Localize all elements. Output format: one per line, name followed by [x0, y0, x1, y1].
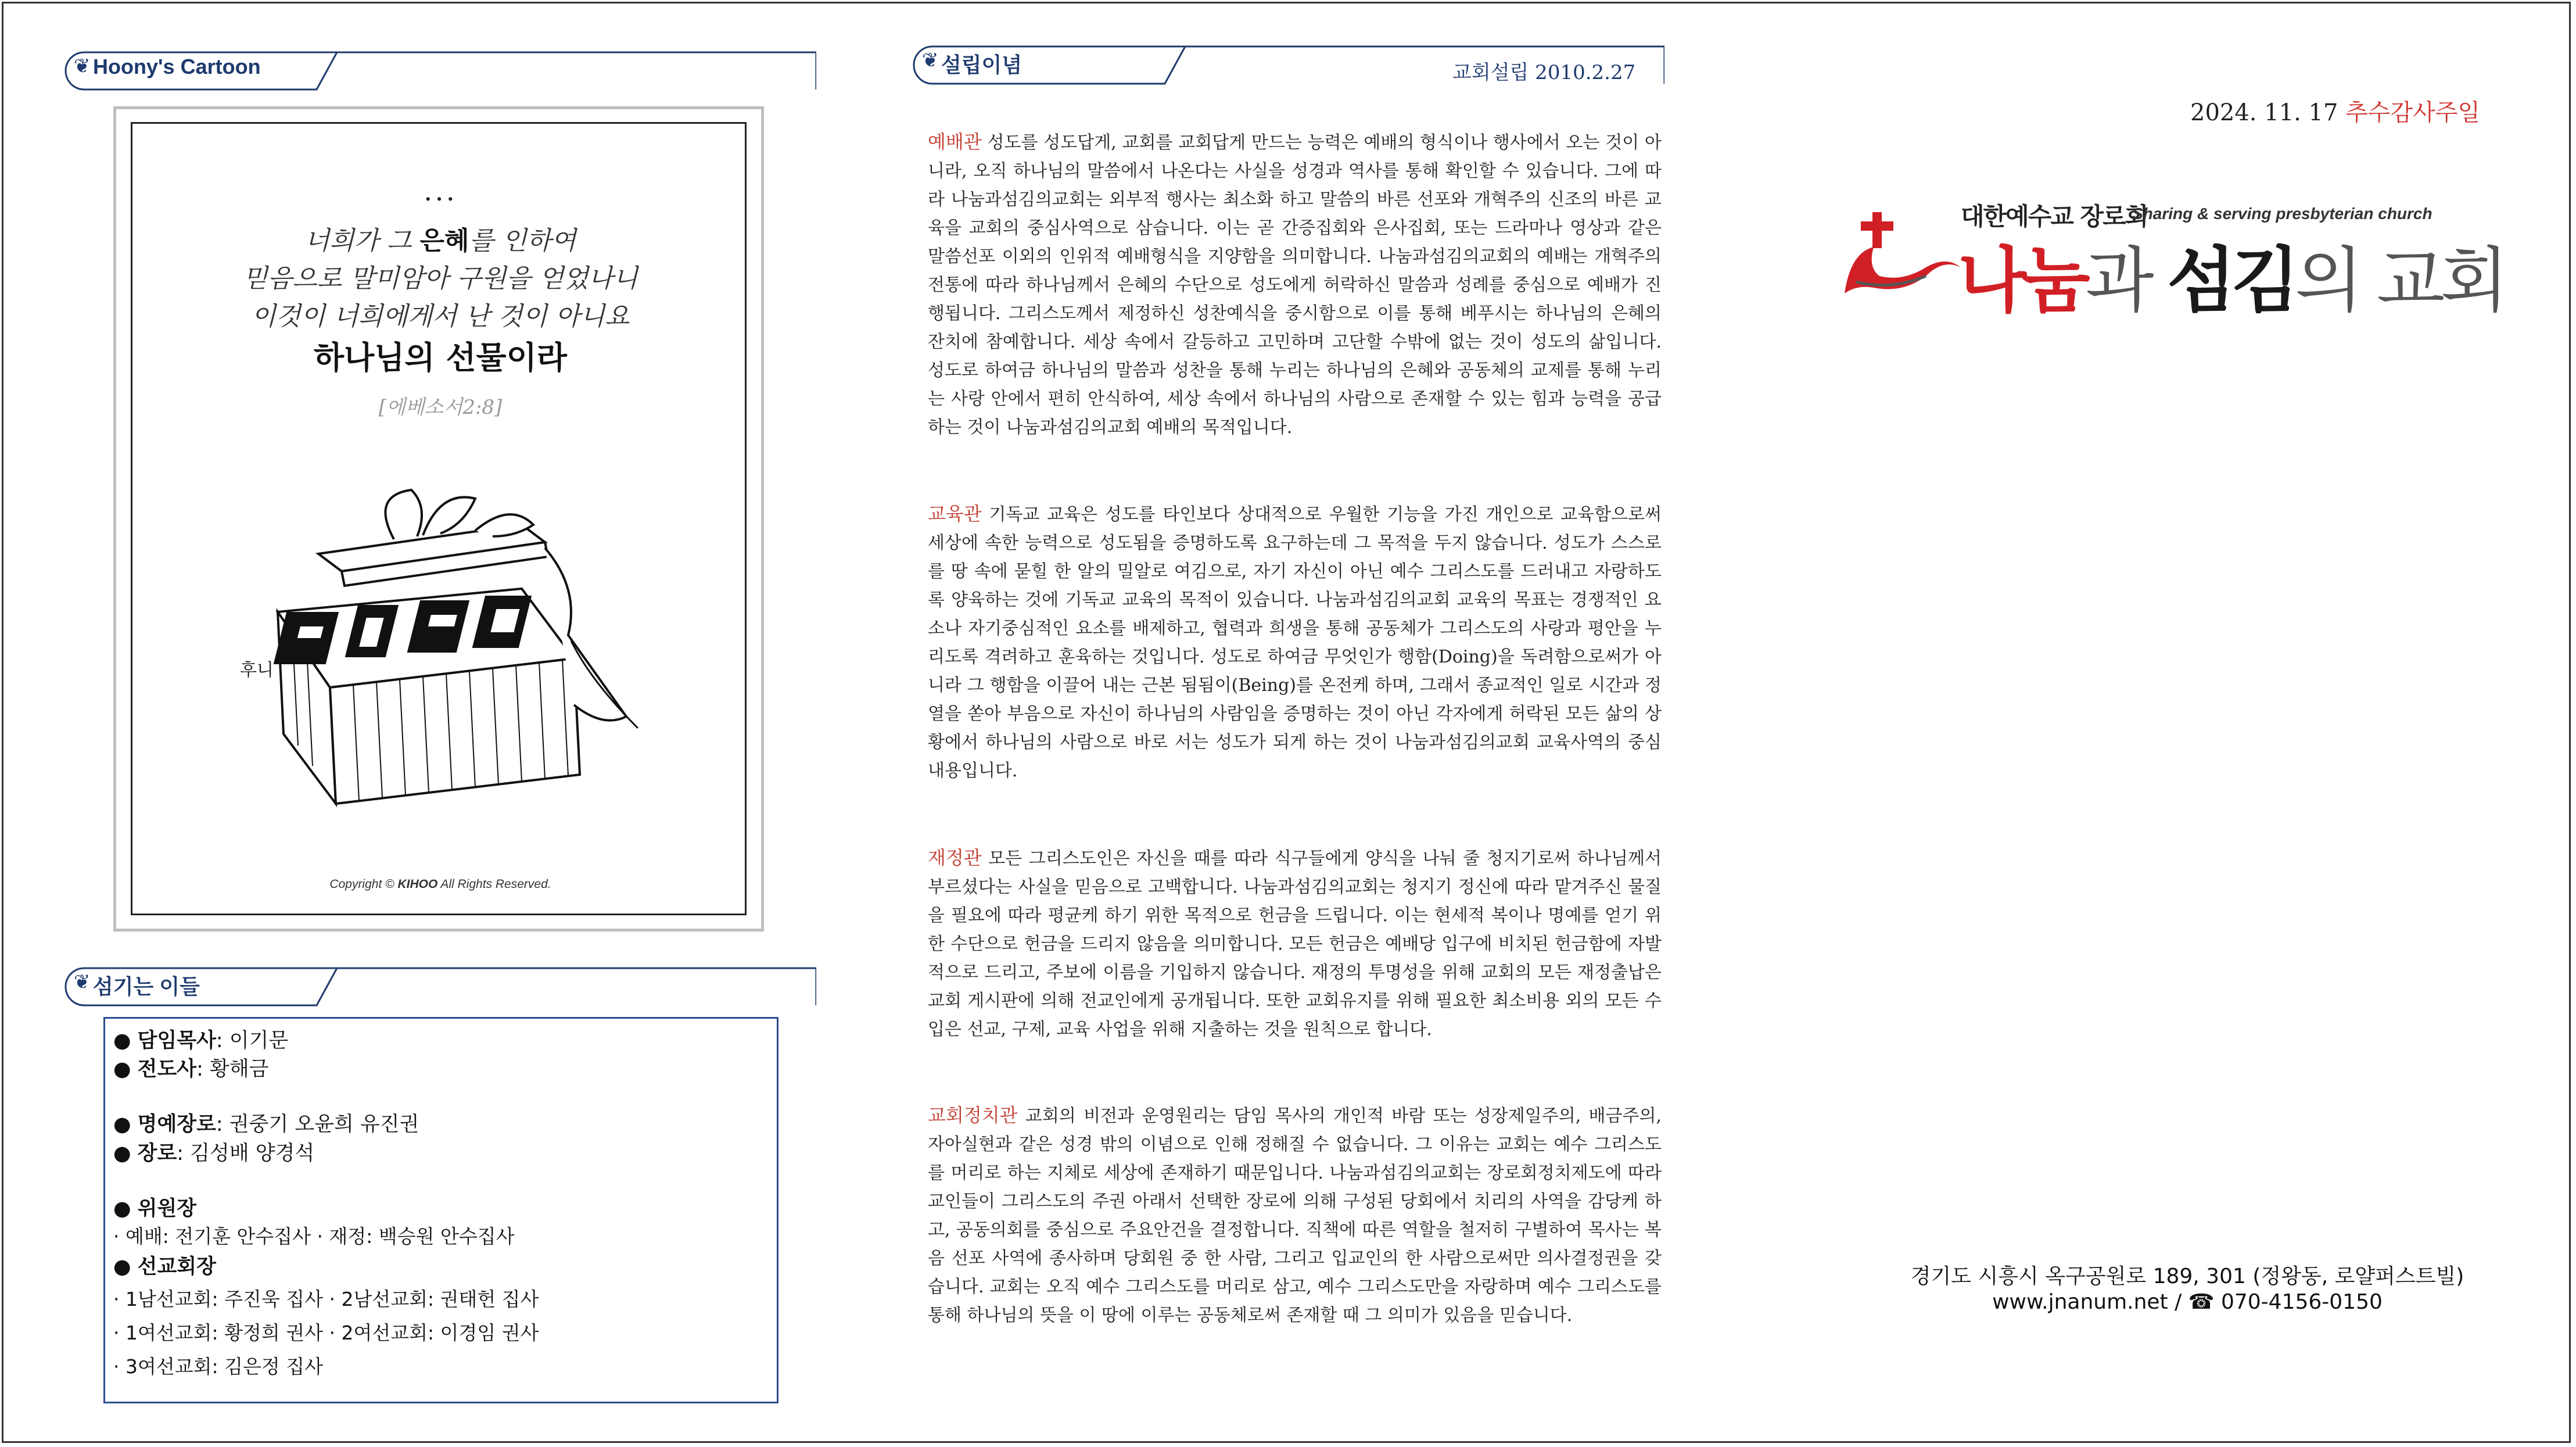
verse-dots: ...: [424, 175, 457, 207]
church-name-logo: 나눔과 섬김의 교회: [1958, 239, 2505, 322]
philosophy-education: 교육관 기독교 교육은 성도를 타인보다 상대적으로 우월한 기능을 가진 개인으로 교육함으로써 세상에 속한 능력으로 성도됨을 증명하도록 요구하는데 그 목적을 두지 않습니다. 성도가 스스로를 땅 속에 묻힐 한 알의 밀알로 여김으로, 자기 자신이 아닌 예수 그리스도를 드러내고 자랑하도록 양육하는 것에 기독교 교육의 목적이 있습니다. 나눔과섬김의교회 교육의 목표는 경쟁적인 요소나 자기중심적인 요소를 배제하고, 협력과 희생을 통해 공동체가 그리스도의 사랑과 평안을 누리도록 격려하고 훈육하는 것입니다. 성도로 하여금 무엇인가 행함(Doing)을 독려함으로써가 아니라 그 행함을 이끌어 내는 근본 됨됨이(Being)를 온전케 하며, 그래서 종교적인 일로 시간과 정열을 쏟아 부음으로 자신이 하나님의 사람임을 증명하는 것이 아닌 각자에게 허락된 모든 삶의 상황에서 하나님의 사람으로 바로 서는 성도가 되게 하는 것이 나눔과섬김의교회 교육사역의 중심 내용입니다.: [928, 503, 1662, 781]
philosophy-finance: 재정관 모든 그리스도인은 자신을 때를 따라 식구들에게 양식을 나눠 줄 청지기로써 하나님께서 부르셨다는 사실을 믿음으로 고백합니다. 나눔과섬김의교회는 청지기 정신에 따라 맡겨주신 물질을 필요에 따라 평균케 하기 위한 목적으로 헌금을 드립니다. 이는 현세적 복이나 명예를 얻기 위한 수단으로 헌금을 드리지 않음을 의미합니다. 모든 헌금은 예배당 입구에 비치된 헌금함에 자발적으로 드리고, 주보에 이름을 기입하지 않습니다. 재정의 투명성을 위해 교회의 모든 재정출납은 교회 게시판에 의해 전교인에게 공개됩니다. 또한 교회유지를 위해 필요한 최소비용 외의 모든 수입은 선교, 구제, 교육 사업을 위해 지출하는 것을 원칙으로 합니다.: [928, 847, 1662, 1040]
english-church-name: Sharing & serving presbyterian church: [2132, 205, 2433, 223]
staff-line-honorary-elders: ● 명예장로: 권중기 오윤희 유진권: [113, 1113, 419, 1136]
staff-line-pastor: ● 담임목사: 이기문: [113, 1029, 289, 1052]
staff-header: [61, 964, 816, 1004]
verse-line-1: 너희가 그 은혜를 인하여: [304, 226, 576, 256]
staff-line-mission-heads: ● 선교회장: [113, 1255, 216, 1278]
copyright-notice: Copyright © KIHOO All Rights Reserved.: [329, 877, 551, 891]
denomination-name: 대한예수교 장로회: [1961, 202, 2148, 231]
staff-header-title: 섬기는 이들: [93, 975, 200, 998]
cartoon-header: [61, 48, 816, 88]
cartoon-panel: [131, 122, 747, 915]
staff-line-committee: ● 위원장: [113, 1197, 197, 1220]
cartoon-header-title: Hoony's Cartoon: [93, 55, 261, 78]
verse-line-4: 하나님의 선물이라: [313, 339, 568, 376]
clover-icon: ❦: [74, 970, 91, 994]
philosophy-header-title: 설립이념: [941, 53, 1022, 77]
clover-icon: ❦: [74, 55, 91, 78]
artist-signature: 후니: [240, 660, 274, 680]
church-contact[interactable]: www.jnanum.net / ☎ 070-4156-0150: [1992, 1290, 2383, 1314]
staff-line-mission-2: · 1여선교회: 황정희 권사 · 2여선교회: 이경임 권사: [113, 1321, 539, 1344]
bulletin-date: 2024. 11. 17 추수감사주일: [2190, 99, 2481, 126]
staff-line-committee-members: · 예배: 전기훈 안수집사 · 재정: 백승원 안수집사: [113, 1225, 515, 1248]
staff-line-evangelist: ● 전도사: 황해금: [113, 1058, 269, 1081]
staff-line-mission-3: · 3여선교회: 김은정 집사: [113, 1355, 323, 1378]
staff-line-mission-1: · 1남선교회: 주진욱 집사 · 2남선교회: 권태헌 집사: [113, 1288, 539, 1310]
philosophy-polity: 교회정치관 교회의 비전과 운영원리는 담임 목사의 개인적 바람 또는 성장제일주의, 배금주의, 자아실현과 같은 성경 밖의 이념으로 인해 정해질 수 없습니다. 그 이유는 교회는 예수 그리스도를 머리로 하는 지체로 세상에 존재하기 때문입니다. 나눔과섬김의교회는 장로회정치제도에 따라 교인들이 그리스도의 주권 아래서 선택한 장로에 의해 구성된 당회에서 치리의 사역을 감당케 하고, 공동의회를 중심으로 주요안건을 결정합니다. 직책에 따른 역할을 철저히 구별하여 목사는 복음 선포 사역에 종사하며 당회원 중 한 사람, 그리고 입교인의 한 사람으로써만 의사결정권을 갖습니다. 교회는 오직 예수 그리스도를 머리로 삼고, 예수 그리스도만을 자랑하며 예수 그리스도를 통해 하나님의 뜻을 이 땅에 이루는 공동체로써 존재할 때 그 의미가 있음을 믿습니다.: [928, 1104, 1662, 1326]
verse-line-3: 이것이 너희에게서 난 것이 아니요: [251, 302, 630, 331]
philosophy-worship: 예배관 성도를 성도답게, 교회를 교회답게 만드는 능력은 예배의 형식이나 행사에서 오는 것이 아니라, 오직 하나님의 말씀에서 나온다는 사실을 성경과 역사를 통해 확인할 수 있습니다. 그에 따라 나눔과섬김의교회는 외부적 행사는 최소화 하고 말씀의 바른 선포와 개혁주의 신조의 바른 교육을 교회의 중심사역으로 삼습니다. 이는 곧 간증집회와 은사집회, 또는 드라마나 영상과 같은 말씀선포 이외의 인위적 예배형식을 지양함을 의미합니다. 나눔과섬김의교회의 예배는 개혁주의 전통에 따라 하나님께서 은혜의 수단으로 성도에게 허락하신 말씀과 성례를 중심으로 예배가 진행됩니다. 그리스도께서 제정하신 성찬예식을 중시함으로 이를 통해 베푸시는 하나님의 은혜의 잔치에 참예합니다. 세상 속에서 갈등하고 고민하며 고단할 수밖에 없는 것이 성도의 삶입니다. 성도로 하여금 하나님의 말씀과 성찬을 통해 누리는 하나님의 은혜와 공동체의 교제를 통해 누리는 사랑 안에서 편히 안식하여, 세상 속에서 하나님의 사람으로 존재할 수 있는 힘과 능력을 공급하는 것이 나눔과섬김의교회 예배의 목적입니다.: [928, 131, 1662, 438]
founding-date: 교회설립 2010.2.27: [1452, 61, 1636, 84]
gift-box-illustration: [220, 484, 696, 810]
clover-icon: ❦: [922, 49, 939, 72]
staff-line-elders: ● 장로: 김성배 양경석: [113, 1142, 315, 1165]
verse-reference: [에베소서2:8]: [378, 396, 503, 419]
church-logo-icon: [1839, 212, 1964, 299]
verse-line-2: 믿음으로 말미암아 구원을 얻었나니: [243, 264, 638, 293]
church-address: 경기도 시흥시 옥구공원로 189, 301 (정왕동, 로얄퍼스트빌): [1910, 1265, 2464, 1288]
